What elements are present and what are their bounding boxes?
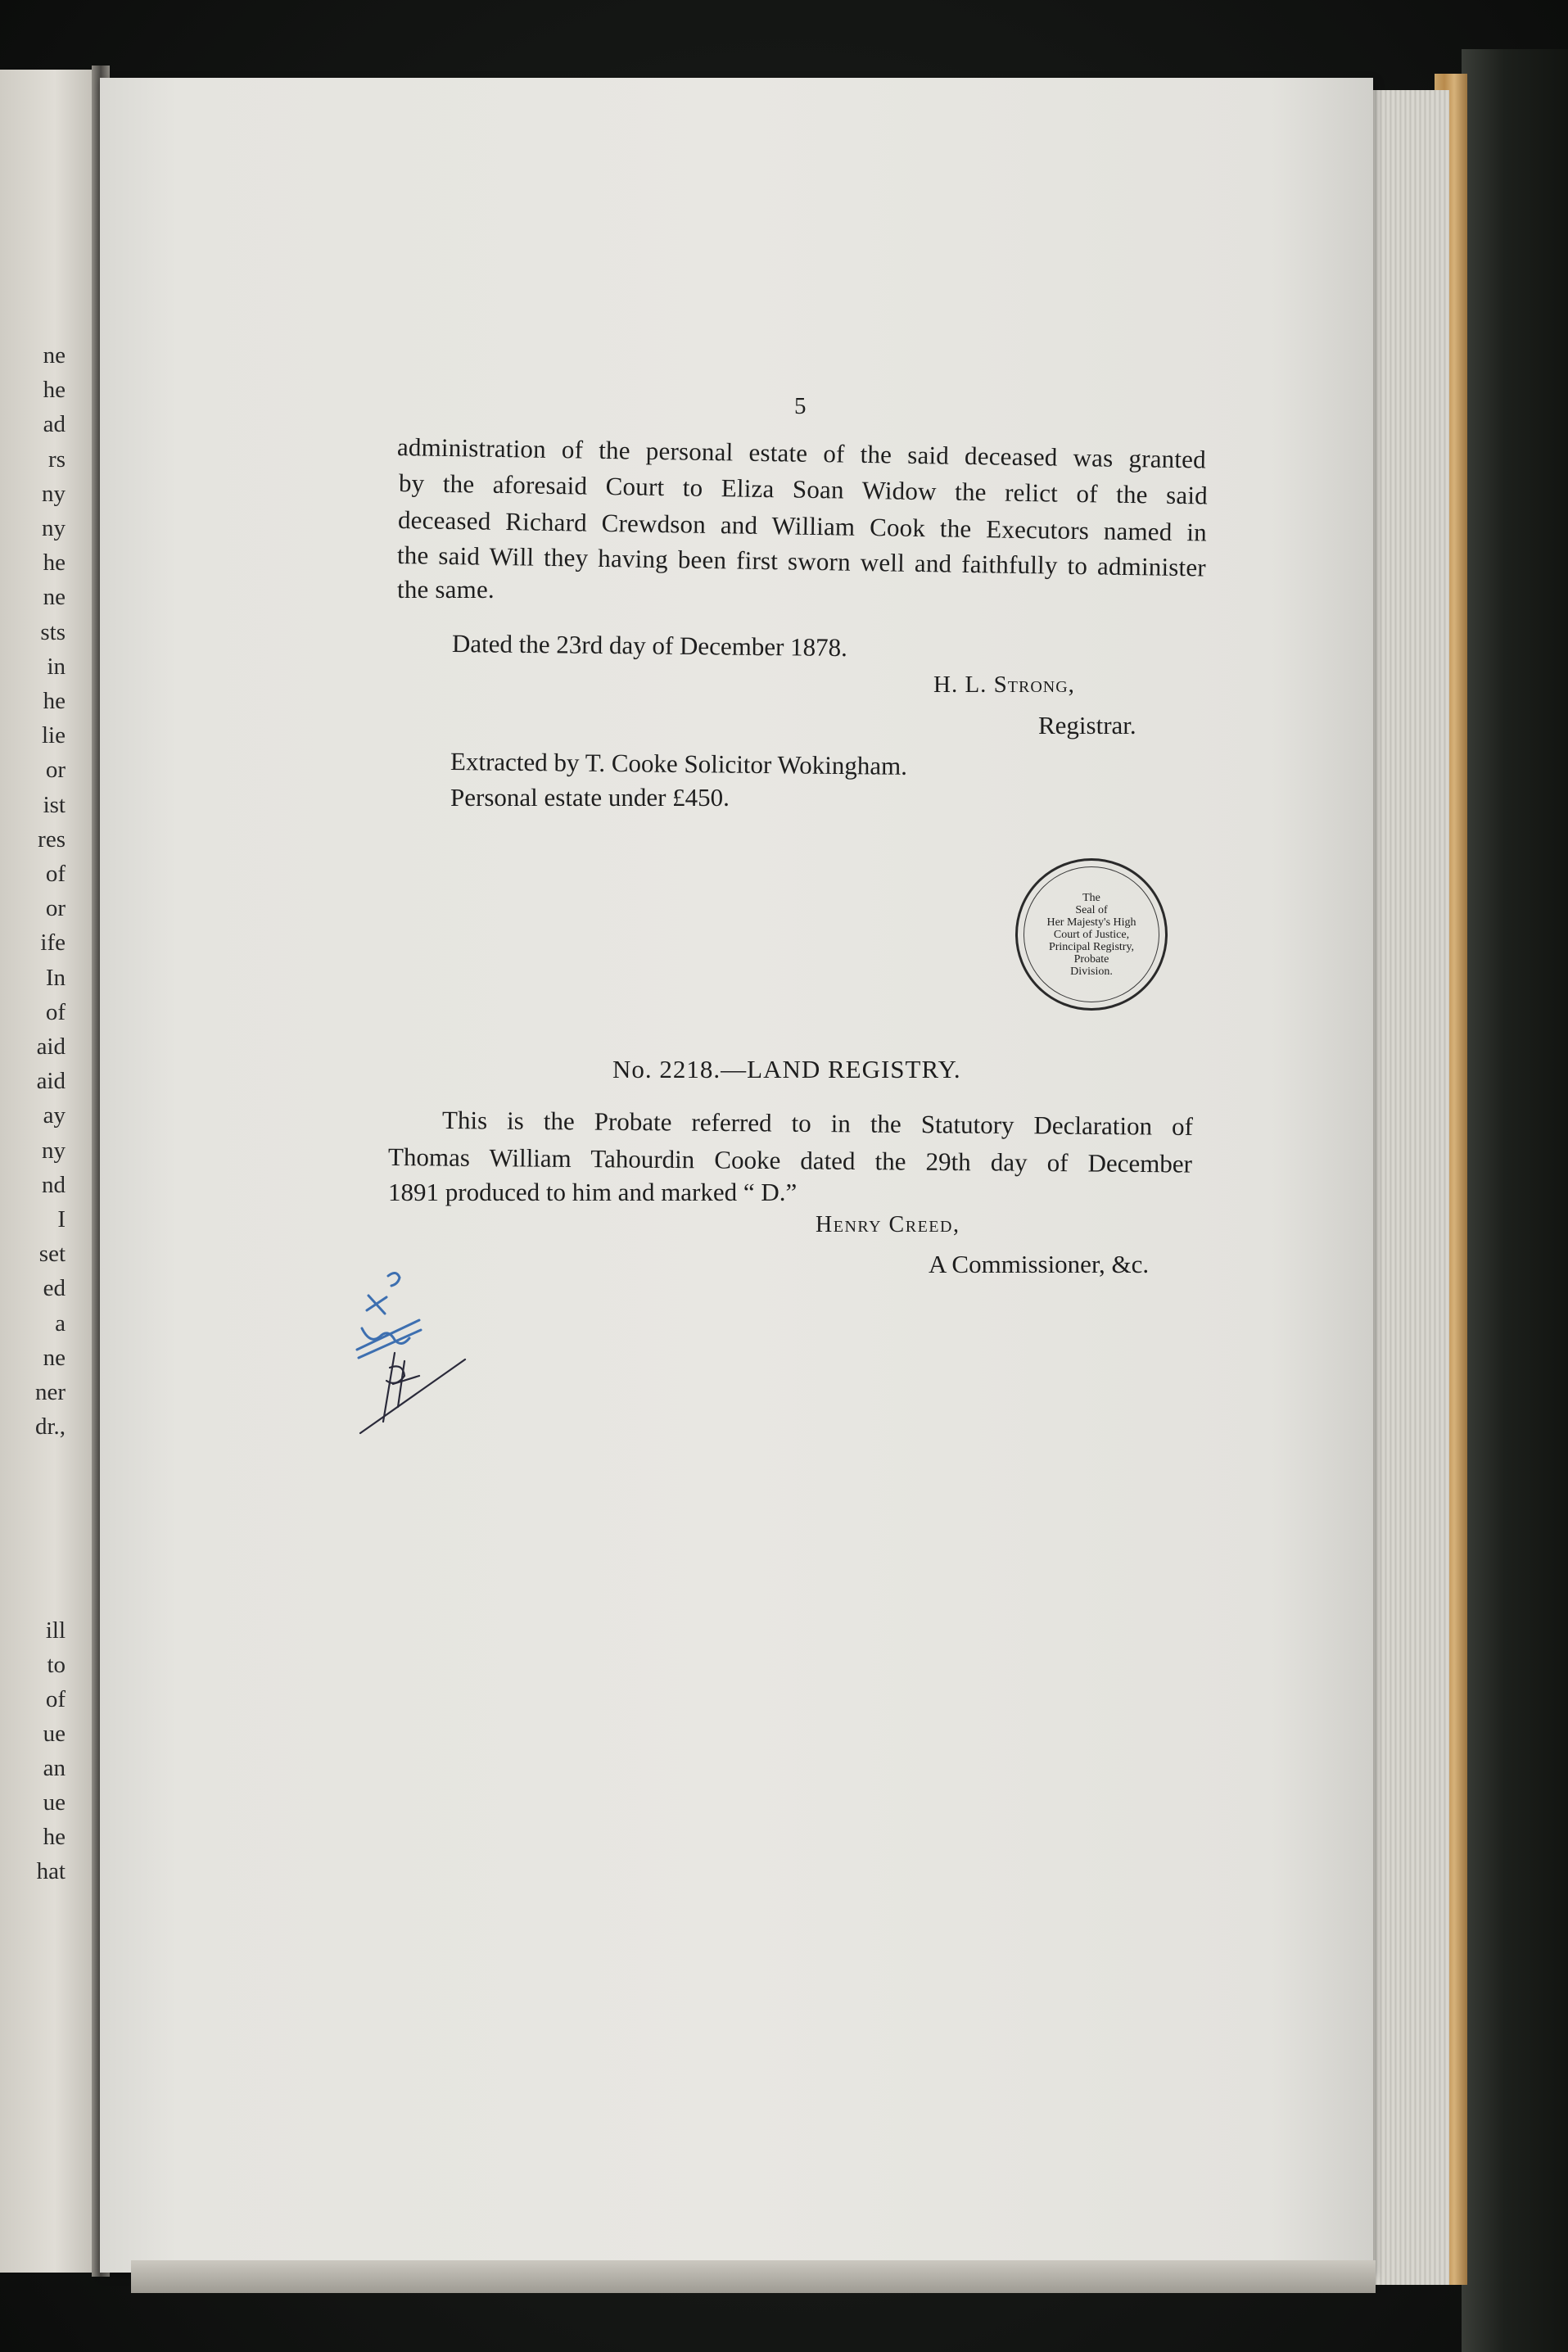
left-page-text-fragment: ne [43, 1344, 66, 1371]
paragraph1-line-1-text: administration of the personal estate of the said deceased was granted [396, 432, 1207, 474]
left-page-text-fragment: ny [42, 480, 66, 507]
left-page-text-fragment: he [43, 550, 66, 577]
seal-line-3: Her Majesty's High [1046, 916, 1136, 929]
personal-estate-line: Personal estate under £450. [450, 783, 730, 812]
paragraph1-line-4-text: the said Will they having been first sworn well and faithfully to administer [396, 541, 1207, 582]
left-page-text-fragment: to [47, 1652, 66, 1678]
left-page-text-fragment: an [43, 1755, 66, 1781]
left-page-text-fragment: ife [40, 929, 66, 957]
left-page-text-fragment: ue [43, 1789, 66, 1816]
left-page-text-fragment: in [47, 653, 66, 680]
left-page-text-fragment: ed [43, 1275, 66, 1302]
left-page-text-fragment: ne [43, 342, 66, 369]
left-page-text-fragment: nd [42, 1171, 66, 1198]
left-page-text-fragment: ny [42, 515, 66, 541]
paragraph1-line-5: the same. [397, 575, 495, 604]
left-page-text-fragment: he [43, 1824, 66, 1850]
page-number: 5 [794, 393, 807, 419]
seal-line-5: Principal Registry, [1048, 940, 1135, 953]
page-bottom-edge [131, 2260, 1376, 2293]
left-page-text-fragment: of [45, 1686, 66, 1712]
left-page [0, 70, 92, 2273]
left-page-text-fragment: a [55, 1309, 66, 1337]
paragraph2-line-1-text: This is the Probate referred to in the Statutory Declaration of [441, 1106, 1194, 1142]
seal-line-2: Seal of [1075, 903, 1108, 916]
paragraph1-line-3-text: deceased Richard Crewdson and William Cook the Executors named in [397, 505, 1208, 547]
seal-line-6: Probate [1073, 952, 1109, 966]
commissioner-name: Henry Creed, [816, 1212, 960, 1237]
left-page-text-fragment: he [43, 377, 66, 404]
left-page-text-fragment: ill [45, 1617, 66, 1644]
paragraph1-line-2-text: by the aforesaid Court to Eliza Soan Widow the relict of the said [398, 468, 1209, 510]
paragraph2-line-3: 1891 produced to him and marked “ D.” [388, 1178, 798, 1206]
left-page-text-fragment: ist [43, 791, 66, 818]
seal-line-1: The [1082, 891, 1100, 904]
left-page-text-fragment: ad [43, 411, 66, 438]
court-seal-stamp [1015, 858, 1168, 1011]
left-page-text-fragment: In [45, 964, 66, 991]
registrar-name: H. L. Strong, [933, 672, 1075, 698]
left-page-text-fragment: of [45, 861, 66, 887]
left-page-text-fragment: sts [40, 618, 66, 645]
left-page-text-fragment: set [38, 1241, 66, 1268]
left-page-text-fragment: ne [43, 584, 66, 611]
left-page-text-fragment: lie [42, 722, 66, 749]
left-page-text-fragment: hat [36, 1858, 66, 1884]
left-page-text-fragment: dr., [34, 1413, 66, 1441]
commissioner-title: A Commissioner, &c. [929, 1250, 1150, 1278]
left-page-text-fragment: I [57, 1206, 66, 1233]
left-page-text-fragment: he [43, 688, 66, 714]
left-page-text-fragment: ny [42, 1137, 66, 1164]
left-page-text-fragment: ner [34, 1379, 66, 1405]
extracted-by-line: Extracted by T. Cooke Solicitor Wokingham. [450, 747, 908, 780]
left-page-text-fragment: res [38, 825, 66, 853]
left-page-text-fragment: or [45, 757, 66, 784]
land-registry-heading: No. 2218.—LAND REGISTRY. [612, 1055, 961, 1083]
book-cover-right [1462, 49, 1568, 2352]
left-page-text-fragment: aid [36, 1034, 66, 1060]
dated-line: Dated the 23rd day of December 1878. [451, 629, 848, 663]
left-page-text-fragment: rs [48, 446, 66, 473]
left-page-text-fragment: ay [43, 1102, 66, 1129]
seal-line-7: Division. [1070, 965, 1113, 978]
left-page-text-fragment: aid [36, 1068, 66, 1095]
handwritten-annotation-mark [344, 1261, 483, 1441]
left-page-text-fragment: of [45, 998, 66, 1025]
paragraph2-line-2-text: Thomas William Tahourdin Cooke dated the 29th day of December [387, 1142, 1193, 1178]
left-page-text-fragment: or [45, 895, 66, 922]
seal-line-4: Court of Justice, [1053, 928, 1130, 941]
left-page-text-fragment: ue [43, 1721, 66, 1747]
seal-inner-ring [1023, 866, 1159, 1002]
registrar-title: Registrar. [1038, 711, 1136, 740]
